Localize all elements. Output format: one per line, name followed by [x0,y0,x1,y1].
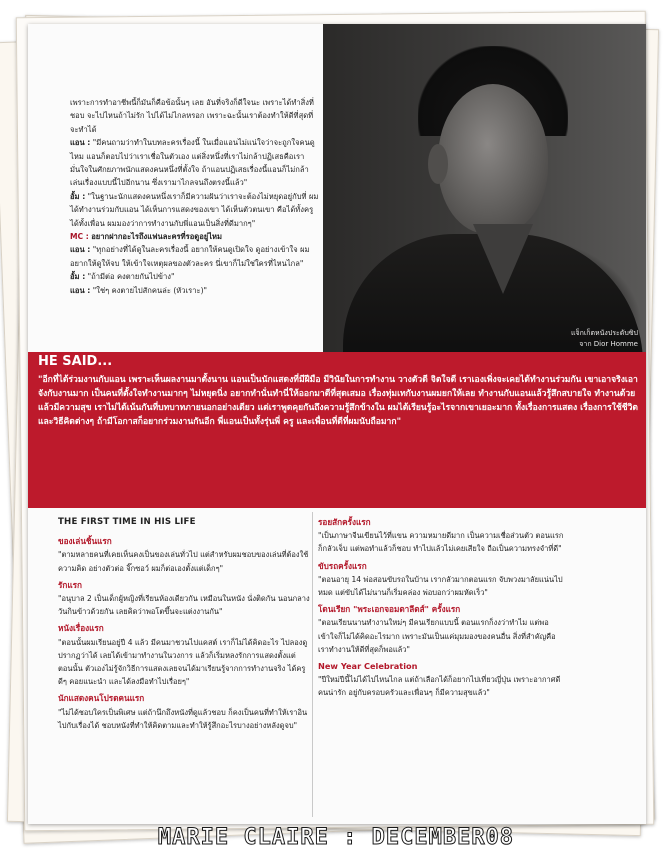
item-heading: หนังเรื่องแรก [58,623,104,634]
item-text: "ตอนอายุ 14 พ่อสอนขับรถในบ้าน เรากลัวมากตอนแรก จับพวงมาลัยแน่นไปหมด แต่ขับได้ไม่นานก็เริ่มคล่อง พ่อบอกว่าผมหัดเร็ว" [318,574,563,598]
interview-answer-4 [70,270,320,283]
photo-face [438,84,548,234]
speaker-label: อั้ม : [70,191,86,201]
item-heading: New Year Celebration [318,661,418,672]
item-text: "ตามหลายคนที่เคยเห็นคงเป็นของเล่นทั่วไป แต่สำหรับผมชอบของเล่นที่ต้องใช้ความคิด อย่างตัวต่อ จิ๊กซอว์ ผมก็ต่อเองตั้งแต่เด็กๆ" [58,550,309,573]
answer-text: "ในฐานะนักแสดงคนหนึ่งเราก็มีความฝันว่าเราจะต้องไม่หยุดอยู่กับที่ ผมได้ทำงานร่วมกับแอน ได้เห็นการแสดงของเขา ได้เห็นตัวตนเขา คือได้ทั้งครูได้ทั้งเพื่อน ผมมองว่าการทำงานกับพี่แอนเป็นสิ่งที่ดีมากๆ" [70,191,319,228]
photo-caption-line2: จาก Dior Homme [579,340,638,348]
column-divider [312,512,313,817]
interview-answer-5 [70,284,320,297]
interview-answer-3 [70,243,320,270]
he-said-title: HE SAID... [38,354,113,369]
he-said-quote: "อีกที่ได้ร่วมงานกับแอน เพราะเห็นผลงานมาตั้งนาน แอนเป็นนักแสดงที่มีฝีมือ มีวินัยในการทำงาน วางตัวดี จิตใจดี เราเองเพิ่งจะเคยได้ทำงานร่วมกัน เขาเอาจริงเอาจังกับงานมาก เป็นคนที่ตั้งใจทำงานมากๆ ไม่หยุดนิ่ง อยากทำนั่นทำนี่ให้ออกมาดีที่สุดเสมอ เรื่องทุ่มเทกับงานผมยกให้เลย ทำงานกับแอนแล้วรู้สึกสบายใจ ทำงานด้วยแล้วมีความสุข เราไม่ได้เน้นกันที่บทบาทภายนอกอย่างเดียว แต่เราพูดคุยกันถึงความรู้สึกข้างใน ผมได้เรียนรู้อะไรจากเขาเยอะมาก ทั้งเรื่องการแสดง เรื่องการใช้ชีวิต และวิธีคิดต่างๆ ถ้ามีโอกาสก็อยากร่วมงานกันอีก พี่แอนเป็นทั้งรุ่นพี่ ครู และเพื่อนที่ดีที่ผมนับถือมาก" [38,375,639,427]
interview-answer-2 [70,190,320,230]
portrait-photo [323,24,646,352]
first-time-column-right [318,516,566,700]
item-text: "ตอนนั้นผมเรียนอยู่ปี 4 แล้ว มีคนมาชวนไปแคสต์ เราก็ไม่ได้คิดอะไร ไปลองดู ปรากฏว่าได้ เลยได้เข้ามาทำงานในวงการ แล้วก็เริ่มหลงรักการแสดงตั้งแต่ตอนนั้น ตัวเองไม่รู้จักวิธีการแสดงเลยจนได้มาเรียนรู้จากการทำงานจริง ได้ครูดีๆ คอยแนะนำ และได้ลงมือทำไปเรื่อยๆ" [58,637,308,687]
mc-label: MC : [70,232,89,242]
speaker-label: แอน : [70,285,91,295]
question-text: อยากฝากอะไรถึงแฟนละครที่รอดูอยู่ไหม [91,232,223,242]
item-heading: รอยสักครั้งแรก [318,517,371,527]
answer-text: "ใช่ๆ คงตายไปสักคนล่ะ (หัวเราะ)" [92,285,208,295]
answer-text: "ทุกอย่างที่ได้ดูในละครเรื่องนี้ อยากให้คนดูเปิดใจ ดูอย่างเข้าใจ ผมอยากให้ดูให้จบ ให้เข้าใจเหตุผลของตัวละคร นี่เขาก็ไม่ใช่ใครที่ไหนไกล" [70,245,310,268]
first-time-title: THE FIRST TIME IN HIS LIFE [58,517,196,527]
item-heading: ขับรถครั้งแรก [318,560,367,571]
speaker-label: อั้ม : [70,272,86,282]
item-heading: โดนเรียก "พระเอกจอมตาลีตส์" ครั้งแรก [318,604,461,615]
interview-question [70,230,320,243]
speaker-label: แอน : [70,245,91,255]
photo-caption [508,328,638,350]
item-text: "ปีใหม่ปีนี้ไม่ได้ไปไหนไกล แต่ถ้าเลือกได้ก็อยากไปเที่ยวญี่ปุ่น เพราะอากาศดี คนน่ารัก อยู่กับครอบครัวและเพื่อนๆ ก็มีความสุขแล้ว" [318,675,561,698]
speaker-label: แอน : [70,138,91,148]
footer-watermark: MARIE CLAIRE : DECEMBER08 [157,825,515,850]
item-heading: นักแสดงคนโปรดคนแรก [58,693,145,704]
answer-text: "มีคนถามว่าทำในบทละครเรื่องนี้ ในเมื่อแอนไม่แน่ใจว่าจะถูกใจคนดูไหม แอนก็ตอบไปว่าเราเชื่อในตัวเอง แต่สิ่งหนึ่งที่เราไม่กล้าปฏิเสธคือเรามั่นใจในศักยภาพนักแสดงคนหนึ่งที่ตั้งใจ ถ้าแอนปฏิเสธเรื่องนี้แอนก็ไม่กล้าเล่นเรื่องแบบนี้ไปอีกนาน ซึ่งเรามาไกลจนถึงตรงนี้แล้ว" [70,138,315,188]
item-text: "ตอนเรียนนานทำงานใหม่ๆ มีคนเรียกแบบนี้ ตอนแรกก็งงว่าทำไม แต่พอเข้าใจก็ไม่ได้คิดอะไรมาก เพราะมันเป็นแค่มุมมองของคนอื่น สิ่งที่สำคัญคือเราทำงานให้ดีที่สุดก็พอแล้ว" [318,618,556,654]
photo-ear [428,144,448,184]
interview-intro: เพราะการทำอาชีพนี้ก็มันก็คือข้อนั้นๆ เลย อันที่จริงก็ดีใจนะ เพราะได้ทำสิ่งที่ชอบ จะไปไหนถ้าไม่รัก ไปได้ไม่ไกลหรอก เพราะฉะนั้นเราต้องทำให้ดีที่สุดที่จะทำได้ [70,98,314,134]
item-text: "ไม่ได้ชอบใครเป็นพิเศษ แต่ถ้านึกถึงหนังที่ดูแล้วชอบ ก็คงเป็นคนที่ทำให้เราอินไปกับเรื่องได้ ชอบหนังที่ทำให้คิดตามและทำให้รู้สึกอะไรบางอย่างหลังดูจบ" [58,707,308,730]
interview-answer-1 [70,136,320,190]
photo-caption-line1: แจ็กเก็ตหนังประดับซิป [571,329,638,337]
item-text: "อนุบาล 2 เป็นเด็กผู้หญิงที่เรียนห้องเดียวกัน เหมือนในหนัง นั่งติดกัน นอนกลางวันกินข้าวด้วยกัน เลยคิดว่าพอโตขึ้นจะแต่งงานกัน" [58,594,310,617]
item-heading: รักแรก [58,579,82,590]
magazine-page [28,24,646,824]
first-time-column-left [58,516,310,732]
answer-text: "ถ้ามีต่อ คงตายกันไปข้าง" [87,272,175,282]
item-text: "เป็นภาษาจีนเขียนไว้ที่แขน ความหมายดีมาก เป็นความเชื่อส่วนตัว ตอนแรกก็กลัวเจ็บ แต่พอทำแล้วก็ชอบ ทำไปแล้วไม่เคยเสียใจ ถือเป็นความทรงจำที่ดี" [318,531,564,554]
interview-column [70,96,320,297]
item-heading: ของเล่นชิ้นแรก [58,536,112,547]
